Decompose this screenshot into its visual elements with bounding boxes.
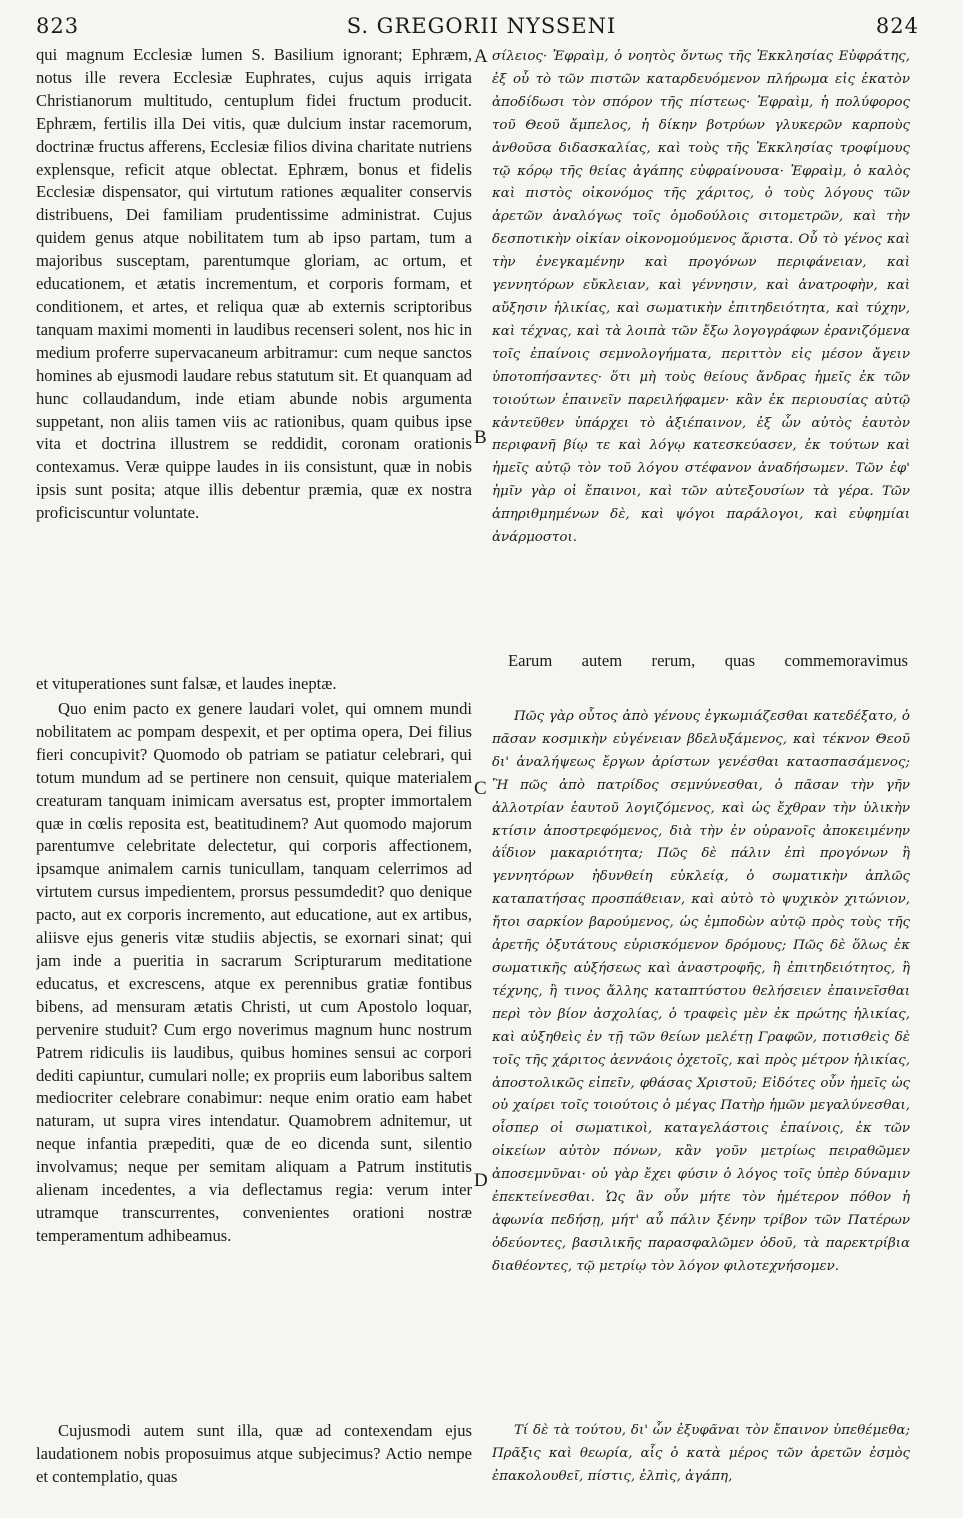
latin-paragraph-3: Cujusmodi autem sunt illa, quæ ad contexendam ejus laudationem nobis proposuimus atque subjecimus? Actio nempe et contemplatio, quas <box>36 1421 472 1486</box>
latin-wide-text: Earum autem rerum, quas commemoravimus <box>508 651 908 670</box>
margin-marker-a: A <box>474 46 488 67</box>
margin-marker-c: C <box>474 778 487 799</box>
greek-column-section-2 <box>492 706 910 1390</box>
greek-paragraph-2: Πῶς γὰρ οὗτος ἀπὸ γένους ἐγκωμιάζεσθαι κατεδέξατο, ὁ πᾶσαν κοσμικὴν εὐγένειαν βδελυξάμενος, καὶ τέκνον Θεοῦ δι' ἀναλήψεως ἔργων ἀρίστων γενέσθαι κατασπασάμενος; Ἢ πῶς ἀπὸ πατρίδος σεμνύνεσθαι, ὁ πᾶσαν τὴν γῆν ἀλλοτρίαν ἑαυτοῦ λογιζόμενος, καὶ ὡς ἔχθραν τὴν ὑλικὴν κτίσιν ἀποστρεφόμενος, διὰ τὴν ἐν οὐρανοῖς ἀποκειμένην ἀΐδιον μακαριότητα; Πῶς δὲ πάλιν ἐπὶ προγόνων ἢ γεννητόρων ἡδυνθείη εὐκλείᾳ, ὁ σωματικὴν ἁπλῶς καταπατήσας προσπάθειαν, καὶ αὐτὸ τὸ ψυχικὸν χιτώνιον, ἤτοι σαρκίον βαρούμενος, ὡς ἐμποδὼν αὐτῷ πρὸς τοὺς τῆς ἀρετῆς ὀξυτάτους εὑρισκόμενον δρόμους; Πῶς δὲ ὅλως ἐκ σωματικῆς αὐξήσεως καὶ ἀναστροφῆς, ἢ ἐπιτηδειότητος, ἢ τέχνης, ἢ τινος ἄλλης καταπτύστου θελήσειεν ἐπαινεῖσθαι περὶ τὸν βίον ἀσχολίας, ὁ τραφεὶς μὲν ἐκ πρώτης ἡλικίας, καὶ αὐξηθεὶς ἐν τῇ τῶν θείων μελέτῃ Γραφῶν, ποτισθεὶς δὲ τοῖς τῆς χάριτος ἀεννάοις ὀχετοῖς, καὶ πρὸς μέτρον ἡλικίας, ἀποστολικῶς εἰπεῖν, φθάσας Χριστοῦ; Εἰδότες οὖν ἡμεῖς ὡς οὐ χαίρει τοῖς τοιούτοις ὁ μέγας Πατὴρ ἡμῶν μεγαλύνεσθαι, οἷσπερ οἱ σωματικοὶ, καταγελάστοις ἐπαίνοις, ἐκ τῶν οἰκείων αὐτὸν πόνων, κἂν γοῦν μετρίως πειραθῶμεν ἀποσεμνῦναι· οὐ γὰρ ἔχει φύσιν ὁ λόγος τοῖς ὑπὲρ δύναμιν ἐπεκτείνεσθαι. Ὡς ἂν οὖν μήτε τὸν ἡμέτερον πόθον ἡ ἀφωνία πεδήσῃ, μήτ' αὖ πάλιν ξένην τρίβον τῶν Πατέρων ὁδεύοντες, βασιλικῆς παρασφαλῶμεν ὁδοῦ, τὰ παρεκτρίβια διαθέοντες, τῷ μετρίῳ τὸν λόγον φιλοτεχνήσομεν. <box>492 709 910 1274</box>
latin-column-section-2 <box>36 698 472 1418</box>
greek-paragraph-1: σίλειος· Ἐφραὶμ, ὁ νοητὸς ὄντως τῆς Ἐκκλησίας Εὐφράτης, ἐξ οὗ τὸ τῶν πιστῶν καταρδευόμενον πλήρωμα εἰς ἑκατὸν ἀποδίδωσι τὸν σπόρον τῆς πίστεως· Ἐφραὶμ, ἡ πολύφορος τοῦ Θεοῦ ἄμπελος, ἡ δίκην βοτρύων γλυκερῶν καρποὺς ἀνθοῦσα διδασκαλίας, καὶ τοὺς τῆς Ἐκκλησίας τροφίμους τῷ κόρῳ τῆς θείας ἀγάπης εὐφραίνουσα· Ἐφραὶμ, ὁ καλὸς καὶ πιστὸς οἰκονόμος τῆς χάριτος, ὁ τοὺς λόγους τῶν ἀρετῶν ἀναλόγως τοῖς ὁμοδούλοις σιτομετρῶν, καὶ τὴν δεσποτικὴν οἰκίαν οἰκονομούμενος ἄριστα. Οὗ τὸ γένος καὶ τὴν ἐνεγκαμένην καὶ προγόνων περιφάνειαν, καὶ γεννητόρων εὔκλειαν, καὶ γέννησιν, καὶ ἀνατροφὴν, καὶ αὔξησιν ἡλικίας, καὶ σωματικὴν ἐπιτηδειότητα, καὶ τύχην, καὶ τέχνας, καὶ τὰ λοιπὰ τῶν ἔξω λογογράφων ἐρανιζόμενα τοῖς ἐπαίνοις σεμνολογήματα, περιττὸν εἰς μέσον ἄγειν ὑποτοπήσαντες· ὅτι μὴ τοὺς θείους ἄνδρας ἡμεῖς ἐκ τῶν τοιούτων ἐπαινεῖν παρειλήφαμεν· κἂν ἐκ περιουσίας αὐτῷ κἀντεῦθεν ὑπάρχει τὸ ἀξιέπαινον, ἐξ ὧν αὐτὸς ἑαυτὸν περιφανῆ βίῳ τε καὶ λόγῳ κατεσκεύασεν, ἐκ τούτων καὶ ἡμεῖς αὐτῷ τὸν τοῦ λόγου στέφανον ἀναδήσωμεν. Τῶν ἐφ' ἡμῖν γὰρ οἱ ἔπαινοι, καὶ τῶν αὐτεξουσίων τὰ γέρα. Τῶν ἀπηριθμημένων δὲ, καὶ ψόγοι παράλογοι, καὶ εὐφημίαι ἀνάρμοστοι. <box>492 49 910 546</box>
page-number-right: 824 <box>875 14 919 38</box>
greek-paragraph-3: Τί δὲ τὰ τούτου, δι' ὧν ἐξυφᾶναι τὸν ἔπαινον ὑπεθέμεθα; Πρᾶξις καὶ θεωρία, αἷς ὁ κατὰ μέρος τῶν ἀρετῶν ἐσμὸς ἐπακολουθεῖ, πίστις, ἐλπὶς, ἀγάπη, <box>492 1423 910 1484</box>
margin-marker-b: B <box>474 427 487 448</box>
greek-column-section-1 <box>492 46 910 666</box>
page-number-left: 823 <box>36 14 80 38</box>
latin-paragraph-1: qui magnum Ecclesiæ lumen S. Basilium ignorant; Ephræm, notus ille revera Ecclesiæ Euphrates, cujus aquis irrigata Christianorum multitudo, centuplum fidei fructum producit. Ephræm, fertilis illa Dei vitis, quæ dulcium instar racemorum, doctrinæ fructus afferens, Ecclesiæ filios divina charitate nutriens explensque, reficit atque oblectat. Ephræm, bonus et fidelis Ecclesiæ dispensator, qui virtutum rationes æqualiter conservis distribuens, Dei familiam prudentissime administrat. Cujus quidem genus atque nobilitatem tum ab ipso partam, tum a majoribus susceptam, parentumque gloriam, ac ortum, et educationem, et ætatis incrementum, et corporis formam, et conditionem, et artes, et reliqua quæ ab externis scriptoribus tanquam maximi momenti in laudibus recenseri solent, nos hic in medium proferre supervacaneum arbitramur: cum neque sanctos homines ab ejusmodi laudare rebus statutum sit. Et quanquam ad hunc collaudandum, inde etiam abunde nobis argumenta suppetant, non aliis tamen viis ac rationibus, quam quibus ipse vita et doctrina illustrem se reddidit, coronam orationis contexamus. Veræ quippe laudes in iis consistunt, quæ in nobis ipsis sunt posita; atque illis debentur præmia, quæ ex nostra proficiscuntur voluntate. <box>36 45 472 523</box>
margin-marker-d: D <box>474 1170 488 1191</box>
latin-column-section-3 <box>36 1420 472 1492</box>
latin-column-section-1 <box>36 44 472 662</box>
latin-full-width-line <box>36 650 908 674</box>
latin-section-1-end <box>36 673 472 697</box>
running-title: S. GREGORII NYSSENI <box>346 14 617 38</box>
greek-column-section-3 <box>492 1420 910 1492</box>
latin-end-text: et vituperationes sunt falsæ, et laudes ineptæ. <box>36 674 337 693</box>
latin-paragraph-2: Quo enim pacto ex genere laudari volet, qui omnem mundi nobilitatem ac pompam despexit, et per optima opera, Dei filius fieri concupivit? Quomodo ob patriam se patiatur celebrari, qui totum mundum ad se pertinere non censuit, quique materialem creaturam tanquam inimicam aversatus est, propter immortalem quæ in cœlis reposita est, beatitudinem? Aut quomodo majorum parentumve celebritate delectetur, qui corporis affectionem, ipsamque animalem carnis tunicullam, tanquam celerrimos ad virtutem cursus impedientem, prorsus pessumdedit? quo denique pacto, aut ex corporis incremento, aut educatione, aut ex artibus, aliisve ejus generis vitæ studiis abjectis, se exornari sinat; qui jam inde a pueritia in sacrarum Scripturarum meditatione educatus, et excrescens, atque ex perennibus gratiæ fontibus bibens, ad mensuram ætatis Christi, ut cum Apostolo loquar, pervenire studuit? Cum ergo noverimus magnum hunc nostrum Patrem ridiculis iis laudibus, quibus homines sensui ac corpori dediti capiuntur, cumulari nolle; ex propriis eum laboribus saltem mediocriter celebrare conabimur: neque enim oratio eam habet naturam, ut supra vires intendatur. Quamobrem adnitemur, ut neque infantia præpediti, quæ de eo dicenda sunt, silentio involvamus; neque per semitam aliquam a Patrum institutis alienam incedentes, a via deflectamus regia: verum inter utramque transcurrentes, convenientes orationi nostræ temperamentum adhibeamus. <box>36 699 472 1245</box>
